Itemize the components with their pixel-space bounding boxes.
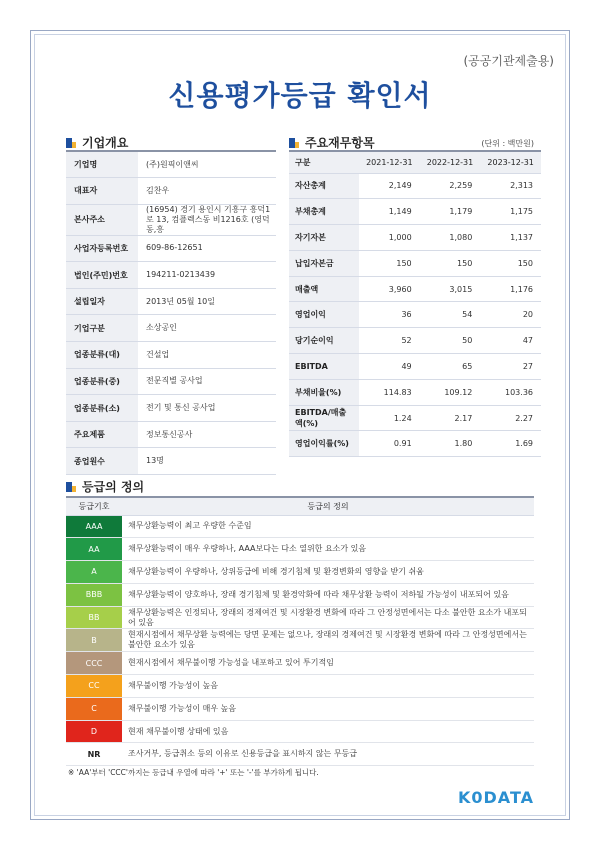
grade-row: [66, 743, 534, 766]
finance-value-cell: 49: [359, 354, 420, 380]
company-row: [66, 235, 276, 262]
company-overview-table: [66, 150, 276, 475]
finance-value-cell: 1.24: [359, 405, 420, 431]
grade-code-header: 등급기호: [66, 497, 122, 515]
finance-unit-label: (단위 : 백만원): [481, 139, 534, 148]
company-field-value: 김찬우: [138, 178, 276, 205]
grade-definition-table: [66, 496, 534, 766]
company-section-heading: [66, 134, 128, 151]
company-field-label: 본사주소: [66, 204, 138, 235]
grade-code-badge: BBB: [66, 583, 122, 606]
grade-description: 채무상환능력이 양호하나, 장래 경기침체 및 환경악화에 따라 채무상환 능력이 저하될 가능성이 내포되어 있음: [122, 583, 534, 606]
finance-row: [289, 379, 541, 405]
company-row: [66, 342, 276, 369]
finance-value-cell: 36: [359, 302, 420, 328]
company-field-label: 종업원수: [66, 448, 138, 475]
finance-value-cell: 65: [420, 354, 481, 380]
section-marker-icon: [66, 482, 76, 492]
finance-value-cell: 109.12: [420, 379, 481, 405]
company-field-value: 13명: [138, 448, 276, 475]
company-field-label: 대표자: [66, 178, 138, 205]
grade-code-badge: A: [66, 561, 122, 584]
grade-description: 채무상환능력이 최고 우량한 수준임: [122, 515, 534, 538]
grade-desc-header: 등급의 정의: [122, 497, 534, 515]
grade-code-badge: BB: [66, 606, 122, 629]
finance-section-heading: [289, 134, 375, 151]
company-field-label: 설립일자: [66, 288, 138, 315]
company-field-label: 업종분류(중): [66, 368, 138, 395]
company-field-label: 업종분류(대): [66, 342, 138, 369]
finance-row: [289, 225, 541, 251]
grade-code-badge: AA: [66, 538, 122, 561]
grade-code-badge: AAA: [66, 515, 122, 538]
company-field-label: 기업구분: [66, 315, 138, 342]
grade-row: [66, 561, 534, 584]
grade-row: [66, 515, 534, 538]
finance-value-cell: 54: [420, 302, 481, 328]
finance-value-cell: 103.36: [480, 379, 541, 405]
finance-value-cell: 2.17: [420, 405, 481, 431]
finance-year-header: 2022-12-31: [420, 151, 481, 173]
finance-table: [289, 150, 541, 457]
grade-footnote: ※ 'AA'부터 'CCC'까지는 등급내 우열에 따라 '+' 또는 '-'를 부가하게 됩니다.: [68, 768, 319, 777]
finance-row: [289, 302, 541, 328]
grade-row: [66, 720, 534, 743]
company-field-value: 609-86-12651: [138, 235, 276, 262]
company-field-value: 정보통신공사: [138, 421, 276, 448]
finance-row: [289, 405, 541, 431]
finance-value-cell: 114.83: [359, 379, 420, 405]
company-row: [66, 262, 276, 289]
finance-value-cell: 1,000: [359, 225, 420, 251]
finance-value-cell: 20: [480, 302, 541, 328]
company-row: [66, 288, 276, 315]
finance-value-cell: 50: [420, 328, 481, 354]
company-row: [66, 204, 276, 235]
finance-item-label: 부채비율(%): [289, 379, 359, 405]
company-row: [66, 368, 276, 395]
company-field-value: 2013년 05월 10일: [138, 288, 276, 315]
finance-value-cell: 1,080: [420, 225, 481, 251]
grade-code-badge: C: [66, 697, 122, 720]
grade-description: 채무불이행 가능성이 매우 높음: [122, 697, 534, 720]
finance-item-label: EBITDA/매출액(%): [289, 405, 359, 431]
grade-description: 채무상환능력이 매우 우량하나, AAA보다는 다소 열위한 요소가 있음: [122, 538, 534, 561]
finance-col-label-header: 구분: [289, 151, 359, 173]
finance-item-label: 매출액: [289, 276, 359, 302]
finance-value-cell: 1.69: [480, 431, 541, 457]
finance-value-cell: 150: [359, 250, 420, 276]
company-row: [66, 421, 276, 448]
grade-row: [66, 629, 534, 652]
grade-code-badge: D: [66, 720, 122, 743]
finance-row: [289, 431, 541, 457]
grade-row: [66, 538, 534, 561]
company-field-value: 전문직별 공사업: [138, 368, 276, 395]
finance-heading-text: 주요재무항목: [305, 136, 375, 150]
section-marker-icon: [66, 138, 76, 148]
company-heading-text: 기업개요: [82, 136, 129, 150]
finance-value-cell: 3,015: [420, 276, 481, 302]
company-field-label: 법인(주민)번호: [66, 262, 138, 289]
grade-description: 현재시점에서 채무불이행 가능성을 내포하고 있어 투기적임: [122, 652, 534, 675]
grade-description: 채무상환능력이 우량하나, 상위등급에 비해 경기침체 및 환경변화의 영향을 받기 쉬움: [122, 561, 534, 584]
document-title: 신용평가등급 확인서: [168, 79, 432, 112]
grade-row: [66, 652, 534, 675]
grade-description: 현재시점에서 채무상환 능력에는 당면 문제는 없으나, 장래의 경제여건 및 시장환경 변화에 따라 그 안정성면에서는 불안한 요소가 있음: [122, 629, 534, 652]
finance-value-cell: 27: [480, 354, 541, 380]
kodata-logo: K0DATA: [457, 788, 534, 807]
finance-value-cell: 2,149: [359, 173, 420, 199]
grade-description: 조사거부, 등급취소 등의 이유로 신용등급을 표시하지 않는 무등급: [122, 743, 534, 766]
company-row: [66, 178, 276, 205]
finance-value-cell: 47: [480, 328, 541, 354]
company-field-value: (주)원픽이앤씨: [138, 151, 276, 178]
company-row: [66, 151, 276, 178]
company-field-value: 194211-0213439: [138, 262, 276, 289]
document-subtitle: (공공기관제출용): [463, 54, 554, 68]
finance-value-cell: 0.91: [359, 431, 420, 457]
company-field-label: 업종분류(소): [66, 395, 138, 422]
company-field-value: 건설업: [138, 342, 276, 369]
company-field-label: 기업명: [66, 151, 138, 178]
finance-value-cell: 1,176: [480, 276, 541, 302]
grade-code-badge: CCC: [66, 652, 122, 675]
company-field-value: 전기 및 통신 공사업: [138, 395, 276, 422]
finance-row: [289, 250, 541, 276]
finance-row: [289, 199, 541, 225]
grade-row: [66, 675, 534, 698]
grade-row: [66, 606, 534, 629]
finance-value-cell: 2,313: [480, 173, 541, 199]
finance-item-label: 당기순이익: [289, 328, 359, 354]
company-field-label: 주요제품: [66, 421, 138, 448]
finance-value-cell: 2,259: [420, 173, 481, 199]
company-field-value: (16954) 경기 용인시 기흥구 흥덕1로 13, 컴플렉스동 비1216호 (영덕동,흥: [138, 204, 276, 235]
grade-description: 채무상환능력은 인정되나, 장래의 경제여건 및 시장환경 변화에 따라 그 안정성면에서는 다소 불안한 요소가 내포되어 있음: [122, 606, 534, 629]
finance-value-cell: 150: [480, 250, 541, 276]
grades-heading-text: 등급의 정의: [82, 480, 145, 494]
finance-row: [289, 276, 541, 302]
grade-row: [66, 583, 534, 606]
finance-year-header: 2021-12-31: [359, 151, 420, 173]
company-row: [66, 315, 276, 342]
finance-header-row: [289, 151, 541, 173]
finance-item-label: 영업이익: [289, 302, 359, 328]
finance-value-cell: 1,149: [359, 199, 420, 225]
company-field-label: 사업자등록번호: [66, 235, 138, 262]
finance-item-label: 영업이익률(%): [289, 431, 359, 457]
grade-code-badge: NR: [66, 743, 122, 766]
company-row: [66, 395, 276, 422]
section-marker-icon: [289, 138, 299, 148]
finance-value-cell: 1,175: [480, 199, 541, 225]
finance-value-cell: 1,137: [480, 225, 541, 251]
finance-value-cell: 1,179: [420, 199, 481, 225]
finance-row: [289, 328, 541, 354]
finance-item-label: 납입자본금: [289, 250, 359, 276]
finance-item-label: 부채총계: [289, 199, 359, 225]
finance-item-label: 자기자본: [289, 225, 359, 251]
company-row: [66, 448, 276, 475]
grade-description: 채무불이행 가능성이 높음: [122, 675, 534, 698]
grade-code-badge: CC: [66, 675, 122, 698]
grade-header-row: [66, 497, 534, 515]
finance-row: [289, 173, 541, 199]
finance-item-label: 자산총계: [289, 173, 359, 199]
finance-value-cell: 1.80: [420, 431, 481, 457]
company-field-value: 소상공인: [138, 315, 276, 342]
finance-value-cell: 52: [359, 328, 420, 354]
grade-code-badge: B: [66, 629, 122, 652]
finance-item-label: EBITDA: [289, 354, 359, 380]
finance-row: [289, 354, 541, 380]
finance-value-cell: 3,960: [359, 276, 420, 302]
grade-description: 현재 채무불이행 상태에 있음: [122, 720, 534, 743]
finance-value-cell: 2.27: [480, 405, 541, 431]
finance-value-cell: 150: [420, 250, 481, 276]
finance-year-header: 2023-12-31: [480, 151, 541, 173]
grades-section-heading: [66, 478, 144, 495]
grade-row: [66, 697, 534, 720]
